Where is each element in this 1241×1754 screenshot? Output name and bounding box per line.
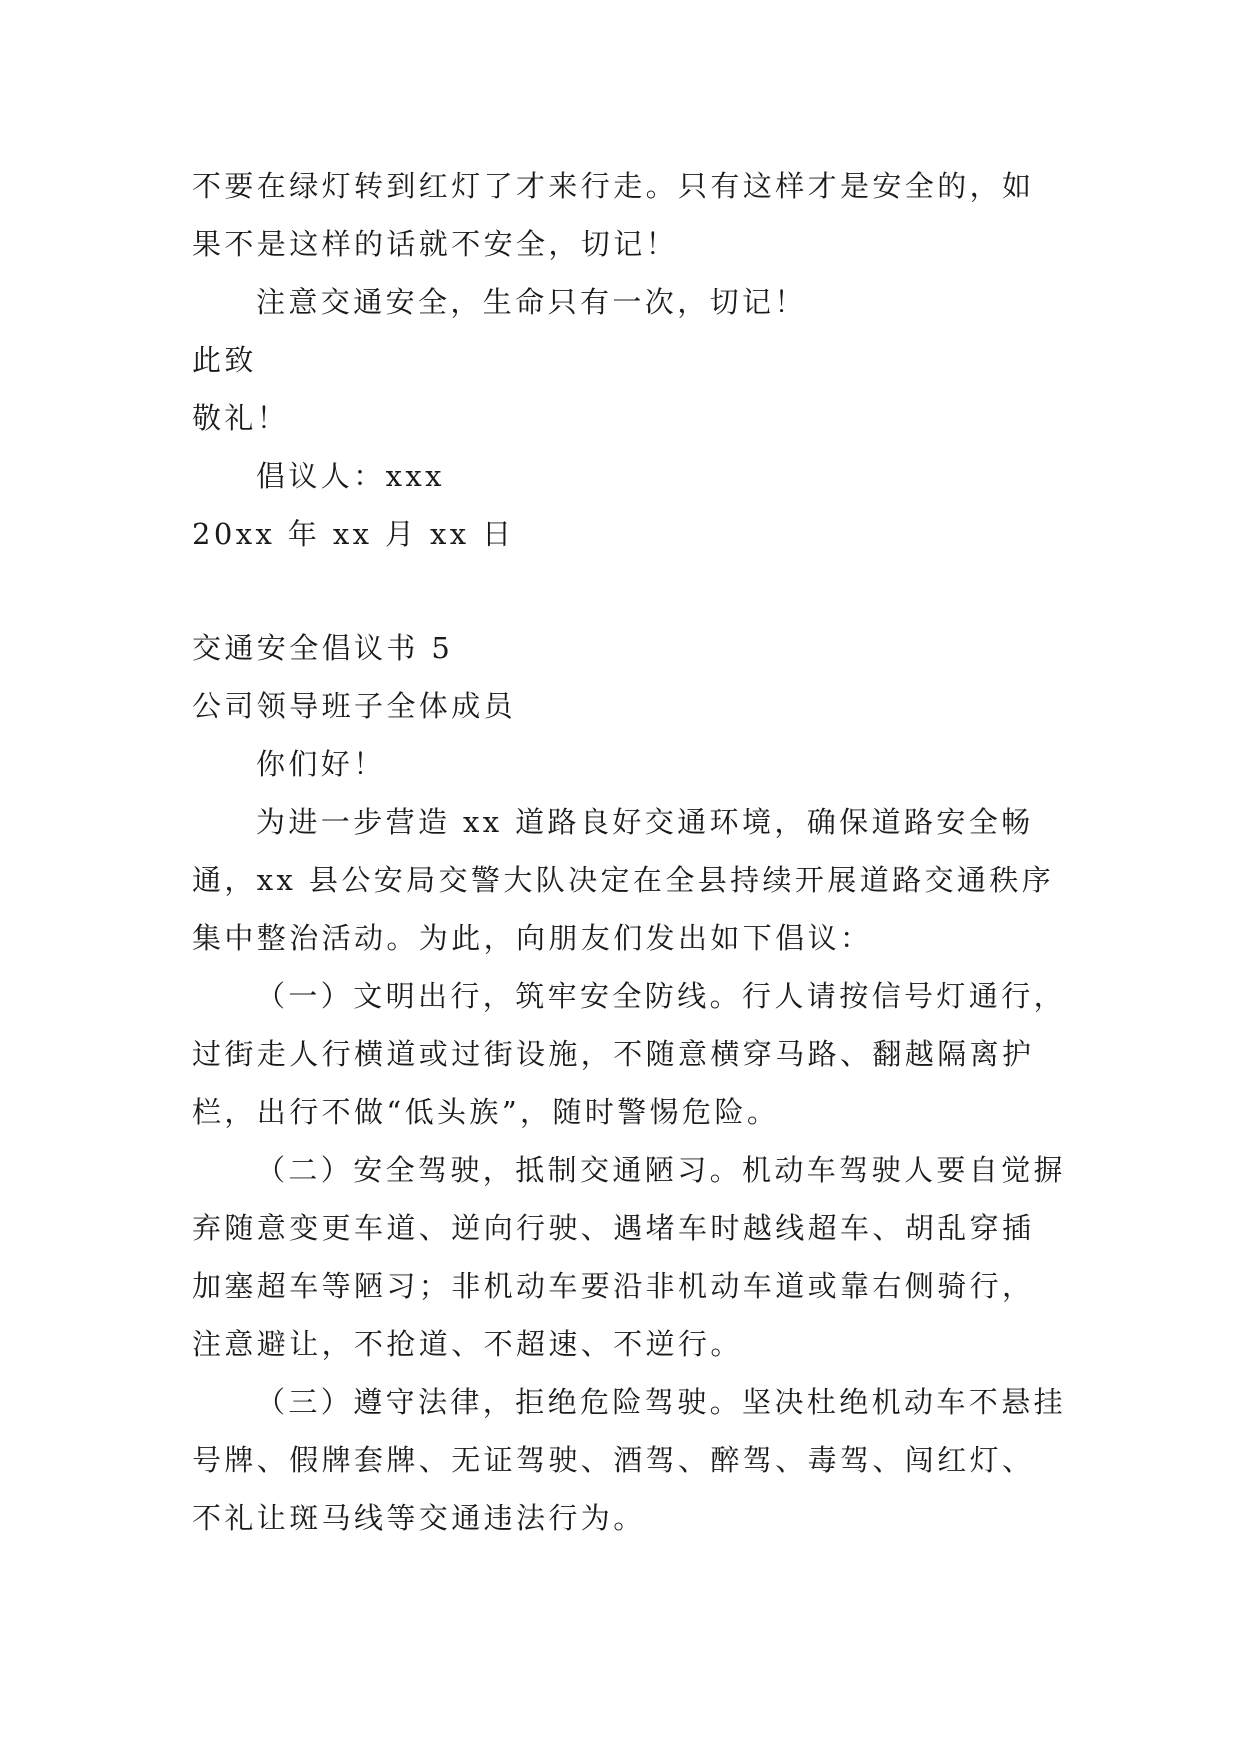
body-line: （一）文明出行，筑牢安全防线。行人请按信号灯通行， bbox=[256, 979, 1067, 1013]
body-line: 加塞超车等陋习；非机动车要沿非机动车道或靠右侧骑行， bbox=[192, 1269, 1035, 1303]
body-line: （二）安全驾驶，抵制交通陋习。机动车驾驶人要自觉摒 bbox=[256, 1153, 1067, 1187]
body-line: 号牌、假牌套牌、无证驾驶、酒驾、醉驾、毒驾、闯红灯、 bbox=[192, 1443, 1035, 1477]
greeting-line: 你们好！ bbox=[256, 747, 386, 781]
body-line: 集中整治活动。为此，向朋友们发出如下倡议： bbox=[192, 921, 873, 955]
body-line: 通，xx 县公安局交警大队决定在全县持续开展道路交通秩序 bbox=[192, 863, 1055, 897]
body-line: 过街走人行横道或过街设施，不随意横穿马路、翻越隔离护 bbox=[192, 1037, 1035, 1071]
body-line: 注意交通安全，生命只有一次，切记！ bbox=[256, 285, 807, 319]
signer-line: 倡议人：xxx bbox=[256, 459, 445, 493]
body-line: 果不是这样的话就不安全，切记！ bbox=[192, 227, 679, 261]
closing-line: 此致 bbox=[192, 343, 257, 377]
closing-line: 敬礼！ bbox=[192, 401, 290, 435]
section-title: 交通安全倡议书 5 bbox=[192, 631, 454, 665]
body-line: （三）遵守法律，拒绝危险驾驶。坚决杜绝机动车不悬挂 bbox=[256, 1385, 1067, 1419]
date-line: 20xx 年 xx 月 xx 日 bbox=[192, 517, 515, 551]
body-line: 注意避让，不抢道、不超速、不逆行。 bbox=[192, 1327, 743, 1361]
body-line: 弃随意变更车道、逆向行驶、遇堵车时越线超车、胡乱穿插 bbox=[192, 1211, 1035, 1245]
body-line: 栏，出行不做“低头族”，随时警惕危险。 bbox=[192, 1095, 780, 1129]
body-line: 不要在绿灯转到红灯了才来行走。只有这样才是安全的，如 bbox=[192, 169, 1035, 203]
body-line: 不礼让斑马线等交通违法行为。 bbox=[192, 1501, 646, 1535]
recipient-line: 公司领导班子全体成员 bbox=[192, 689, 517, 723]
body-line: 为进一步营造 xx 道路良好交通环境，确保道路安全畅 bbox=[256, 805, 1034, 839]
